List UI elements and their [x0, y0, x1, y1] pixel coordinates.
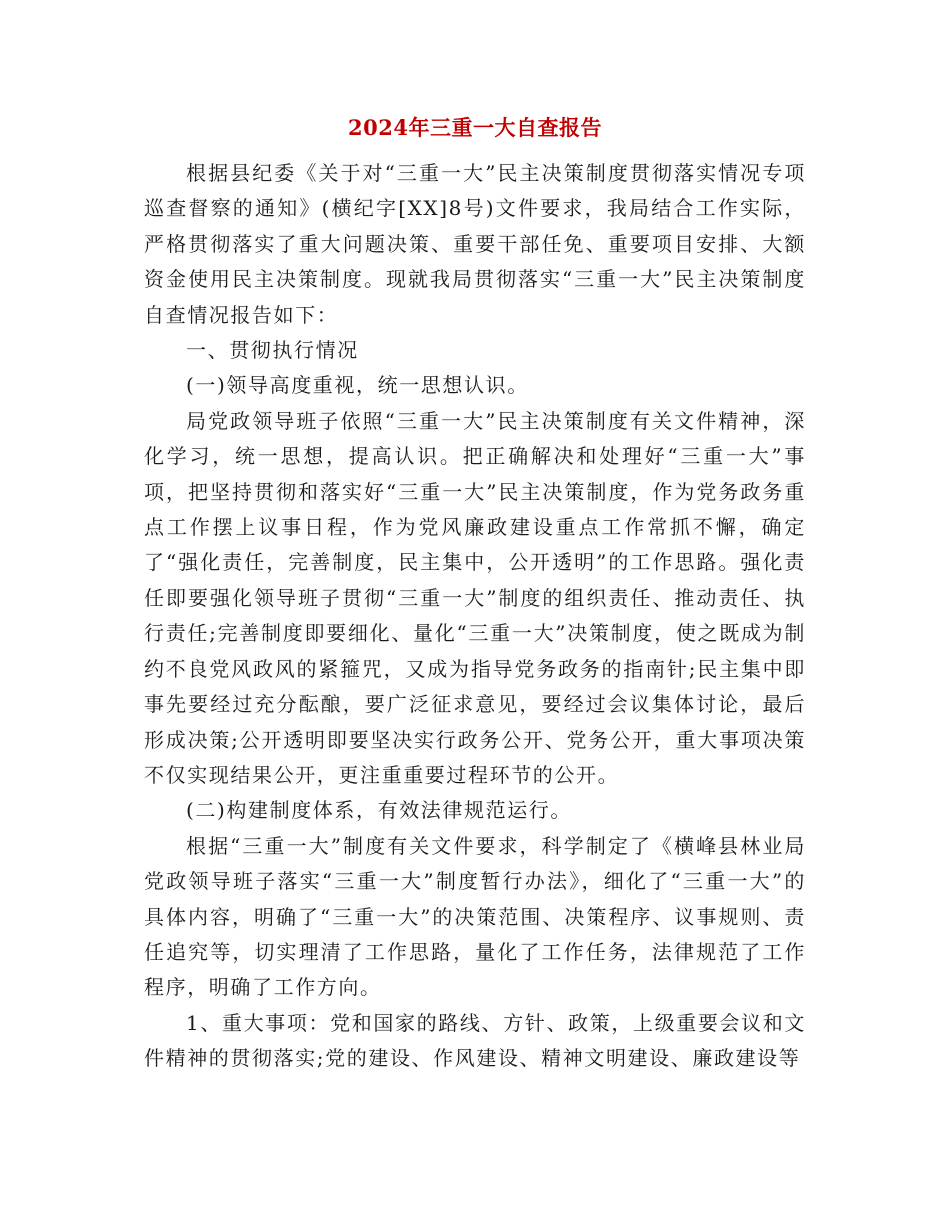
document-body — [144, 156, 806, 1077]
paragraph-leadership: 局党政领导班子依照“三重一大”民主决策制度有关文件精神，深化学习，统一思想，提高认识。把正确解决和处理好“三重一大”事项，把坚持贯彻和落实好“三重一大”民主决策制度，作为党务政务重点工作摆上议事日程，作为党风廉政建设重点工作常抓不懈，确定了“强化责任，完善制度，民主集中，公开透明”的工作思路。强化责任即要强化领导班子贯彻“三重一大”制度的组织责任、推动责任、执行责任;完善制度即要细化、量化“三重一大”决策制度，使之既成为制约不良党风政风的紧箍咒，又成为指导党务政务的指南针;民主集中即事先要经过充分酝酿，要广泛征求意见，要经过会议集体讨论，最后形成决策;公开透明即要坚决实行政务公开、党务公开，重大事项决策不仅实现结果公开，更注重重要过程环节的公开。 — [144, 408, 806, 787]
paragraph-system: 根据“三重一大”制度有关文件要求，科学制定了《横峰县林业局党政领导班子落实“三重一大”制度暂行办法》，细化了“三重一大”的具体内容，明确了“三重一大”的决策范围、决策程序、议事规则、责任追究等，切实理清了工作思路，量化了工作任务，法律规范了工作程序，明确了工作方向。 — [144, 833, 806, 1000]
subheading-1: (一)领导高度重视，统一思想认识。 — [186, 373, 529, 398]
document-title: 2024年三重一大自查报告 — [348, 115, 602, 140]
subheading-2: (二)构建制度体系，有效法律规范运行。 — [186, 798, 573, 823]
paragraph-intro: 根据县纪委《关于对“三重一大”民主决策制度贯彻落实情况专项巡查督察的通知》(横纪字[XX]8号)文件要求，我局结合工作实际，严格贯彻落实了重大问题决策、重要干部任免、重要项目安排、大额资金使用民主决策制度。现就我局贯彻落实“三重一大”民主决策制度自查情况报告如下： — [144, 161, 806, 327]
paragraph-major-matters: 1、重大事项：党和国家的路线、方针、政策，上级重要会议和文件精神的贯彻落实;党的建设、作风建设、精神文明建设、廉政建设等 — [144, 1010, 806, 1071]
heading-section-1: 一、贯彻执行情况 — [186, 338, 359, 363]
